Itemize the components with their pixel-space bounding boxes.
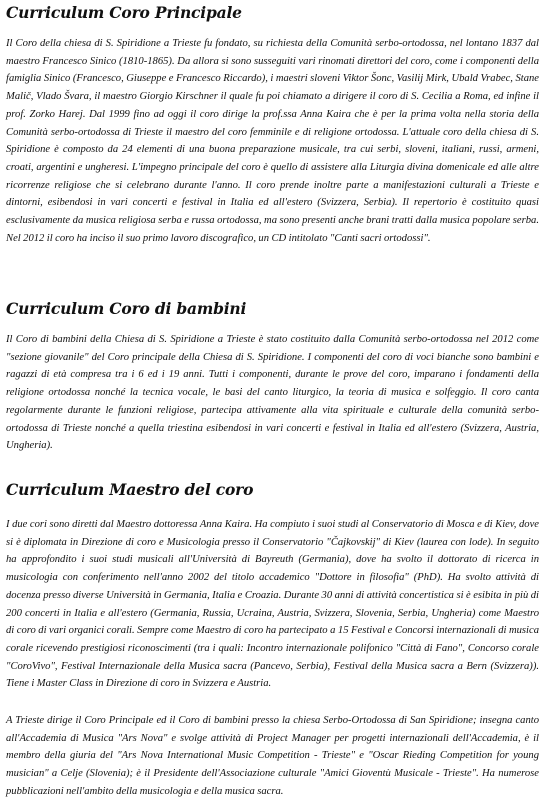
section-title-coro-di-bambini: Curriculum Coro di bambini	[6, 299, 247, 318]
section-body-coro-di-bambini: Il Coro di bambini della Chiesa di S. Spiridione a Trieste è stato costituito dalla Comunità serbo-ortodossa nel 2012 come "sezione giovanile" del Coro principale della Chiesa di S. Spiridione. I componenti del coro di voci bianche sono bambini e ragazzi di età compresa tra i 6 ed i 19 anni. Tutti i componenti, durante le prove del coro, imparano i fondamenti della religione ortodossa nonché la tecnica vocale, le basi del canto liturgico, la teoria di musica e solfeggio. Il coro canta regolarmente durante le funzioni religiose, partecipa attivamente alla vita spirituale e culturale della comunità serbo-ortodossa di Trieste nonché a quella triestina esibendosi in vari concerti e festival in Italia ed all'estero (Svizzera, Austria, Ungheria).	[6, 334, 539, 452]
section-body-maestro-del-coro-trieste: A Trieste dirige il Coro Principale ed il Coro di bambini presso la chiesa Serbo-Ortodossa di San Spiridione; insegna canto all'Accademia di Musica "Ars Nova" e svolge attività di Project Manager per progetti internazionali dell'Accademia, è il membro della giuria del "Ars Nova International Music Competition - Trieste" e "Oscar Rieding Competition for young musician" a Celje (Slovenia); è il Presidente dell'Associazione culturale "Amici Gioventù Musicale - Trieste". Ha numerose pubblicazioni nell'ambito della musicologia e della musica sacra.	[6, 715, 539, 797]
section-body-coro-principale: Il Coro della chiesa di S. Spiridione a Trieste fu fondato, su richiesta della Comunità serbo-ortodossa, nel lontano 1837 dal maestro Francesco Sinico (1810-1865). Da allora si sono susseguiti vari rinomati direttori del coro, come i componenti della famiglia Sinico (Francesco, Giuseppe e Francesco Riccardo), i maestri sloveni Viktor Šonc, Vasilij Mirk, Ubald Vrabec, Stane Malič, Vlado Švara, il maestro Giorgio Kirschner il quale fu poi chiamato a dirigere il coro di S. Cecilia a Roma, ed infine il prof. Zorko Harej. Dal 1999 fino ad oggi il coro dirige la prof.ssa Anna Kaira che è per la prima volta nella storia della Comunità serbo-ortodossa di Trieste il maestro del coro femminile e di religione ortodossa. L'attuale coro della chiesa di S. Spiridione è composto da 24 elementi di una buona preparazione musicale, tra cui serbi, sloveni, italiani, russi, armeni, croati, argentini e ungheresi. L'impegno principale del coro è quello di assistere alla Liturgia divina domenicale ed alle altre ricorrenze religiose che si celebrano durante l'anno. Il coro prende inoltre parte a manifestazioni culturali a Trieste e dintorni, esibendosi in vari concerti e festival in Italia ed all'estero (Svizzera, Serbia). Il repertorio è costituito quasi esclusivamente da musica religiosa serba e russa ortodossa, ma sono presenti anche brani tratti dalla musica popolare serba. Nel 2012 il coro ha inciso il suo primo lavoro discografico, un CD intitolato "Canti sacri ortodossi".	[6, 38, 539, 244]
section-body-maestro-del-coro: I due cori sono diretti dal Maestro dottoressa Anna Kaira. Ha compiuto i suoi studi al Conservatorio di Mosca e di Kiev, dove si è diplomata in Direzione di coro e Musicologia presso il Conservatorio "Čajkovskij" di Kiev (laurea con lode). In seguito ha approfondito i suoi studi musicali all'Università di Bayreuth (Germania), dove ha svolto il dottorato di ricerca in musicologia con conferimento nell'anno 2002 del titolo accademico "Dottore in filosofia" (PhD). Ha svolto attività di docenza presso diverse Università in Germania, Italia e Croazia. Durante 30 anni di attività concertistica si è esibita in più di 200 concerti in Italia e all'estero (Germania, Russia, Ucraina, Austria, Svizzera, Slovenia, Serbia, Ungheria) come Maestro di coro di vari organici corali. Sempre come Maestro di coro ha partecipato a 15 Festival e Concorsi internazionali di musica corale ricevendo prestigiosi riconoscimenti (tra i quali: Incontro internazionale polifonico "Città di Fano", Concorso corale "CoroVivo", Festival Internazionale della Musica sacra (Pancevo, Serbia), Festival della Musica sacra a Bern (Svizzera)). Tiene i Master Class in Direzione di coro in Svizzera e Austria.	[6, 519, 539, 690]
section-title-coro-principale: Curriculum Coro Principale	[6, 3, 242, 22]
section-title-maestro-del-coro: Curriculum Maestro del coro	[6, 480, 254, 499]
